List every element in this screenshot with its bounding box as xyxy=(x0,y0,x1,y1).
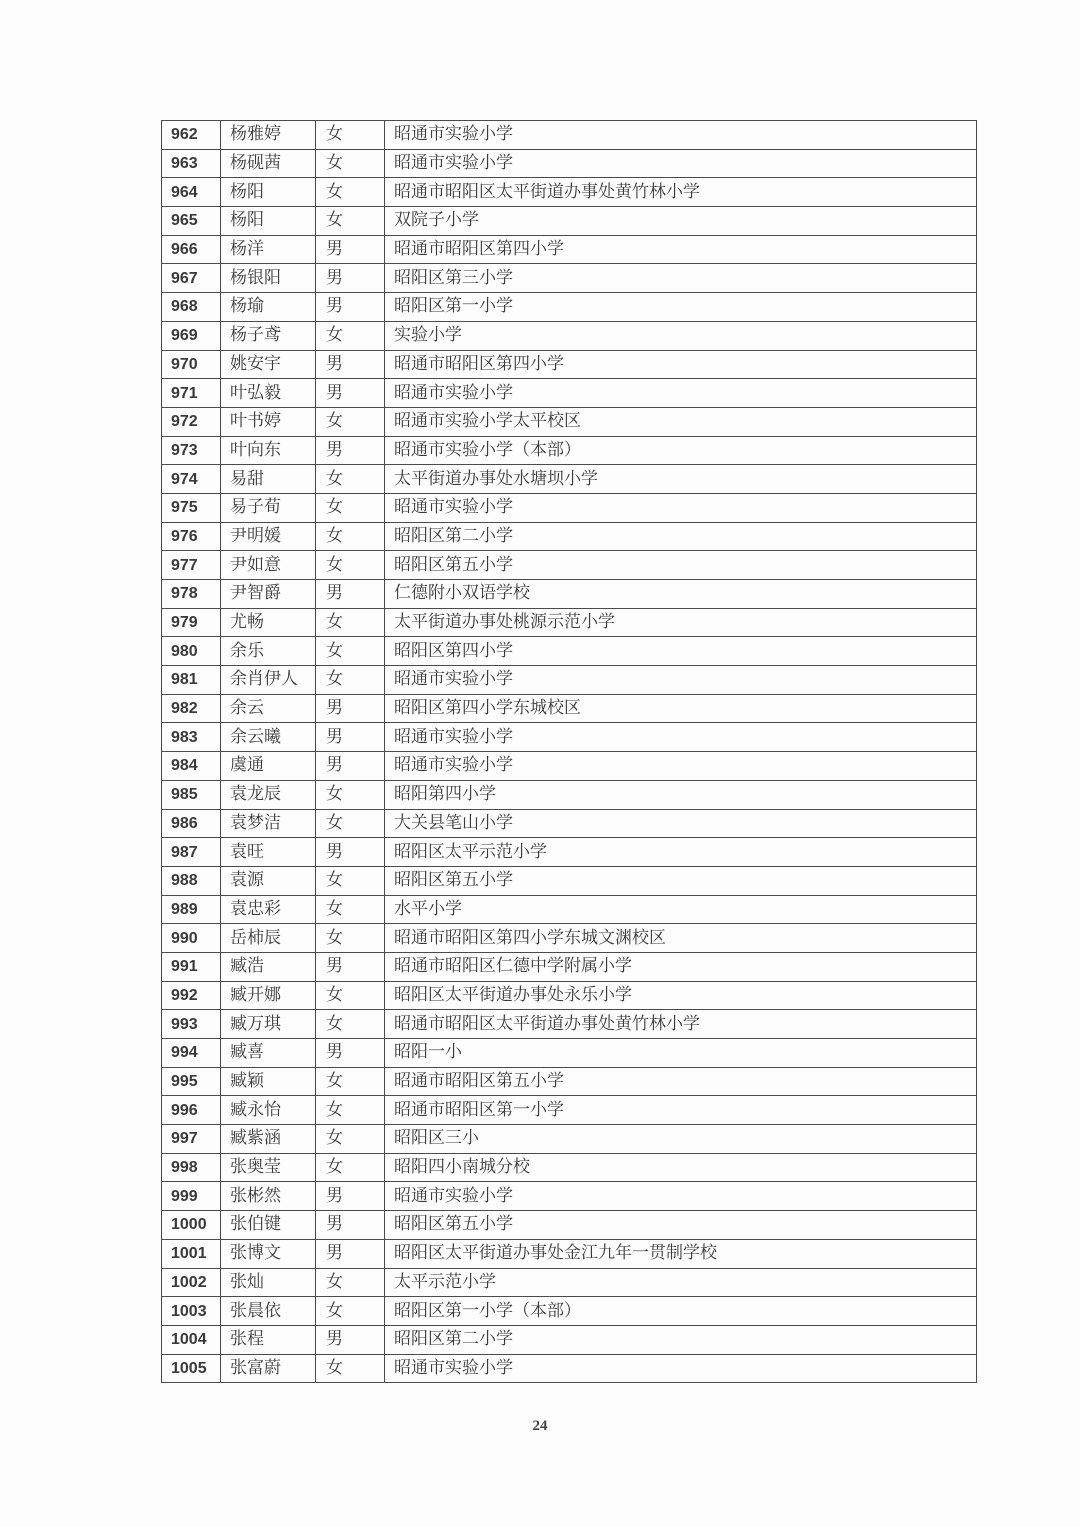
row-number-cell: 985 xyxy=(162,780,221,809)
school-cell: 实验小学 xyxy=(385,321,977,350)
row-number-cell: 982 xyxy=(162,694,221,723)
name-cell: 张伯键 xyxy=(221,1211,316,1240)
name-cell: 尹智爵 xyxy=(221,580,316,609)
gender-cell: 女 xyxy=(316,1067,385,1096)
table-row xyxy=(162,379,977,408)
row-number-cell: 962 xyxy=(162,121,221,150)
table-row xyxy=(162,694,977,723)
school-cell: 昭通市昭阳区第四小学 xyxy=(385,350,977,379)
school-cell: 仁德附小双语学校 xyxy=(385,580,977,609)
table-row xyxy=(162,1268,977,1297)
gender-cell: 男 xyxy=(316,350,385,379)
row-number-cell: 979 xyxy=(162,608,221,637)
school-cell: 昭阳一小 xyxy=(385,1039,977,1068)
school-cell: 昭阳区第二小学 xyxy=(385,1325,977,1354)
school-cell: 昭阳区太平街道办事处金江九年一贯制学校 xyxy=(385,1239,977,1268)
school-cell: 昭通市实验小学 xyxy=(385,1182,977,1211)
table-row xyxy=(162,723,977,752)
gender-cell: 女 xyxy=(316,121,385,150)
school-cell: 昭通市昭阳区太平街道办事处黄竹林小学 xyxy=(385,178,977,207)
table-row xyxy=(162,149,977,178)
table-row xyxy=(162,522,977,551)
school-cell: 太平示范小学 xyxy=(385,1268,977,1297)
table-row xyxy=(162,952,977,981)
name-cell: 姚安宇 xyxy=(221,350,316,379)
table-row xyxy=(162,1325,977,1354)
school-cell: 昭阳区太平示范小学 xyxy=(385,838,977,867)
row-number-cell: 968 xyxy=(162,293,221,322)
row-number-cell: 1002 xyxy=(162,1268,221,1297)
school-cell: 昭阳区第四小学 xyxy=(385,637,977,666)
name-cell: 易甜 xyxy=(221,465,316,494)
row-number-cell: 995 xyxy=(162,1067,221,1096)
name-cell: 臧喜 xyxy=(221,1039,316,1068)
table-row xyxy=(162,493,977,522)
row-number-cell: 964 xyxy=(162,178,221,207)
table-row xyxy=(162,350,977,379)
table-row xyxy=(162,207,977,236)
gender-cell: 女 xyxy=(316,149,385,178)
name-cell: 叶弘毅 xyxy=(221,379,316,408)
row-number-cell: 996 xyxy=(162,1096,221,1125)
table-row xyxy=(162,924,977,953)
name-cell: 臧开娜 xyxy=(221,981,316,1010)
row-number-cell: 983 xyxy=(162,723,221,752)
school-cell: 昭通市实验小学太平校区 xyxy=(385,407,977,436)
gender-cell: 男 xyxy=(316,293,385,322)
name-cell: 岳柿辰 xyxy=(221,924,316,953)
row-number-cell: 997 xyxy=(162,1125,221,1154)
row-number-cell: 980 xyxy=(162,637,221,666)
row-number-cell: 986 xyxy=(162,809,221,838)
school-cell: 昭阳区第五小学 xyxy=(385,551,977,580)
school-cell: 昭通市昭阳区仁德中学附属小学 xyxy=(385,952,977,981)
gender-cell: 男 xyxy=(316,436,385,465)
name-cell: 余云 xyxy=(221,694,316,723)
table-row xyxy=(162,838,977,867)
name-cell: 袁旺 xyxy=(221,838,316,867)
row-number-cell: 966 xyxy=(162,235,221,264)
table-row xyxy=(162,1297,977,1326)
school-cell: 昭通市实验小学 xyxy=(385,723,977,752)
gender-cell: 男 xyxy=(316,580,385,609)
name-cell: 叶向东 xyxy=(221,436,316,465)
name-cell: 臧颖 xyxy=(221,1067,316,1096)
name-cell: 张奥莹 xyxy=(221,1153,316,1182)
row-number-cell: 984 xyxy=(162,752,221,781)
gender-cell: 女 xyxy=(316,1096,385,1125)
school-cell: 昭通市实验小学 xyxy=(385,493,977,522)
gender-cell: 男 xyxy=(316,838,385,867)
gender-cell: 男 xyxy=(316,235,385,264)
row-number-cell: 988 xyxy=(162,866,221,895)
name-cell: 臧紫涵 xyxy=(221,1125,316,1154)
gender-cell: 女 xyxy=(316,493,385,522)
name-cell: 余云曦 xyxy=(221,723,316,752)
row-number-cell: 1005 xyxy=(162,1354,221,1383)
row-number-cell: 991 xyxy=(162,952,221,981)
gender-cell: 女 xyxy=(316,1153,385,1182)
school-cell: 昭通市实验小学 xyxy=(385,1354,977,1383)
gender-cell: 女 xyxy=(316,981,385,1010)
gender-cell: 男 xyxy=(316,264,385,293)
gender-cell: 男 xyxy=(316,1211,385,1240)
gender-cell: 女 xyxy=(316,407,385,436)
school-cell: 昭阳区第三小学 xyxy=(385,264,977,293)
name-cell: 张晨依 xyxy=(221,1297,316,1326)
name-cell: 臧浩 xyxy=(221,952,316,981)
name-cell: 袁源 xyxy=(221,866,316,895)
school-cell: 太平街道办事处水塘坝小学 xyxy=(385,465,977,494)
school-cell: 昭阳四小南城分校 xyxy=(385,1153,977,1182)
name-cell: 张灿 xyxy=(221,1268,316,1297)
name-cell: 张富蔚 xyxy=(221,1354,316,1383)
gender-cell: 女 xyxy=(316,809,385,838)
school-cell: 大关县笔山小学 xyxy=(385,809,977,838)
table-row xyxy=(162,1067,977,1096)
table-row xyxy=(162,895,977,924)
row-number-cell: 989 xyxy=(162,895,221,924)
table-row xyxy=(162,780,977,809)
gender-cell: 男 xyxy=(316,1039,385,1068)
table-row xyxy=(162,752,977,781)
table-row xyxy=(162,1096,977,1125)
row-number-cell: 977 xyxy=(162,551,221,580)
school-cell: 昭阳区三小 xyxy=(385,1125,977,1154)
name-cell: 叶书婷 xyxy=(221,407,316,436)
row-number-cell: 1004 xyxy=(162,1325,221,1354)
name-cell: 尤畅 xyxy=(221,608,316,637)
gender-cell: 女 xyxy=(316,1268,385,1297)
gender-cell: 男 xyxy=(316,694,385,723)
gender-cell: 男 xyxy=(316,379,385,408)
gender-cell: 女 xyxy=(316,666,385,695)
school-cell: 昭通市实验小学（本部） xyxy=(385,436,977,465)
roster-table-container xyxy=(161,120,976,1383)
gender-cell: 女 xyxy=(316,1125,385,1154)
row-number-cell: 1000 xyxy=(162,1211,221,1240)
row-number-cell: 971 xyxy=(162,379,221,408)
name-cell: 余肖伊人 xyxy=(221,666,316,695)
gender-cell: 女 xyxy=(316,924,385,953)
table-row xyxy=(162,178,977,207)
row-number-cell: 963 xyxy=(162,149,221,178)
roster-table xyxy=(161,120,977,1383)
gender-cell: 女 xyxy=(316,551,385,580)
school-cell: 昭阳区第五小学 xyxy=(385,1211,977,1240)
name-cell: 张博文 xyxy=(221,1239,316,1268)
table-row xyxy=(162,235,977,264)
gender-cell: 女 xyxy=(316,866,385,895)
school-cell: 昭通市昭阳区第五小学 xyxy=(385,1067,977,1096)
page-number: 24 xyxy=(532,1418,548,1434)
name-cell: 臧永怡 xyxy=(221,1096,316,1125)
name-cell: 袁忠彩 xyxy=(221,895,316,924)
gender-cell: 男 xyxy=(316,723,385,752)
gender-cell: 女 xyxy=(316,608,385,637)
row-number-cell: 973 xyxy=(162,436,221,465)
school-cell: 昭通市实验小学 xyxy=(385,149,977,178)
row-number-cell: 976 xyxy=(162,522,221,551)
table-row xyxy=(162,1039,977,1068)
table-row xyxy=(162,293,977,322)
name-cell: 杨洋 xyxy=(221,235,316,264)
name-cell: 张程 xyxy=(221,1325,316,1354)
name-cell: 虞通 xyxy=(221,752,316,781)
school-cell: 昭通市实验小学 xyxy=(385,379,977,408)
name-cell: 杨瑜 xyxy=(221,293,316,322)
table-row xyxy=(162,551,977,580)
name-cell: 杨银阳 xyxy=(221,264,316,293)
school-cell: 昭通市昭阳区第四小学 xyxy=(385,235,977,264)
name-cell: 杨子鸢 xyxy=(221,321,316,350)
row-number-cell: 975 xyxy=(162,493,221,522)
table-row xyxy=(162,666,977,695)
school-cell: 昭阳区太平街道办事处永乐小学 xyxy=(385,981,977,1010)
gender-cell: 女 xyxy=(316,465,385,494)
table-row xyxy=(162,866,977,895)
gender-cell: 女 xyxy=(316,178,385,207)
gender-cell: 女 xyxy=(316,1354,385,1383)
name-cell: 杨阳 xyxy=(221,178,316,207)
school-cell: 昭阳第四小学 xyxy=(385,780,977,809)
row-number-cell: 992 xyxy=(162,981,221,1010)
gender-cell: 女 xyxy=(316,1010,385,1039)
school-cell: 太平街道办事处桃源示范小学 xyxy=(385,608,977,637)
name-cell: 余乐 xyxy=(221,637,316,666)
table-row xyxy=(162,1211,977,1240)
gender-cell: 女 xyxy=(316,207,385,236)
row-number-cell: 967 xyxy=(162,264,221,293)
school-cell: 昭阳区第一小学 xyxy=(385,293,977,322)
name-cell: 易子荀 xyxy=(221,493,316,522)
row-number-cell: 994 xyxy=(162,1039,221,1068)
name-cell: 杨雅婷 xyxy=(221,121,316,150)
gender-cell: 男 xyxy=(316,952,385,981)
name-cell: 杨阳 xyxy=(221,207,316,236)
school-cell: 昭通市实验小学 xyxy=(385,752,977,781)
table-row xyxy=(162,465,977,494)
row-number-cell: 970 xyxy=(162,350,221,379)
school-cell: 水平小学 xyxy=(385,895,977,924)
table-row xyxy=(162,981,977,1010)
name-cell: 袁梦洁 xyxy=(221,809,316,838)
gender-cell: 男 xyxy=(316,752,385,781)
school-cell: 昭通市实验小学 xyxy=(385,121,977,150)
row-number-cell: 990 xyxy=(162,924,221,953)
gender-cell: 女 xyxy=(316,321,385,350)
row-number-cell: 969 xyxy=(162,321,221,350)
table-row xyxy=(162,1354,977,1383)
row-number-cell: 981 xyxy=(162,666,221,695)
table-row xyxy=(162,608,977,637)
name-cell: 张彬然 xyxy=(221,1182,316,1211)
table-row xyxy=(162,321,977,350)
table-row xyxy=(162,637,977,666)
name-cell: 臧万琪 xyxy=(221,1010,316,1039)
table-row xyxy=(162,809,977,838)
name-cell: 杨砚茜 xyxy=(221,149,316,178)
gender-cell: 女 xyxy=(316,637,385,666)
school-cell: 昭阳区第四小学东城校区 xyxy=(385,694,977,723)
row-number-cell: 1003 xyxy=(162,1297,221,1326)
school-cell: 昭通市昭阳区太平街道办事处黄竹林小学 xyxy=(385,1010,977,1039)
school-cell: 昭通市实验小学 xyxy=(385,666,977,695)
row-number-cell: 978 xyxy=(162,580,221,609)
gender-cell: 女 xyxy=(316,522,385,551)
table-row xyxy=(162,121,977,150)
gender-cell: 女 xyxy=(316,895,385,924)
row-number-cell: 965 xyxy=(162,207,221,236)
row-number-cell: 999 xyxy=(162,1182,221,1211)
table-row xyxy=(162,580,977,609)
roster-table-body xyxy=(162,121,977,1383)
table-row xyxy=(162,407,977,436)
table-row xyxy=(162,1182,977,1211)
table-row xyxy=(162,436,977,465)
table-row xyxy=(162,1125,977,1154)
table-row xyxy=(162,264,977,293)
gender-cell: 男 xyxy=(316,1182,385,1211)
name-cell: 袁龙辰 xyxy=(221,780,316,809)
gender-cell: 女 xyxy=(316,1297,385,1326)
row-number-cell: 1001 xyxy=(162,1239,221,1268)
row-number-cell: 972 xyxy=(162,407,221,436)
school-cell: 昭阳区第五小学 xyxy=(385,866,977,895)
name-cell: 尹如意 xyxy=(221,551,316,580)
school-cell: 昭通市昭阳区第一小学 xyxy=(385,1096,977,1125)
table-row xyxy=(162,1239,977,1268)
row-number-cell: 974 xyxy=(162,465,221,494)
row-number-cell: 987 xyxy=(162,838,221,867)
table-row xyxy=(162,1153,977,1182)
table-row xyxy=(162,1010,977,1039)
row-number-cell: 998 xyxy=(162,1153,221,1182)
school-cell: 双院子小学 xyxy=(385,207,977,236)
school-cell: 昭阳区第二小学 xyxy=(385,522,977,551)
school-cell: 昭通市昭阳区第四小学东城文渊校区 xyxy=(385,924,977,953)
gender-cell: 男 xyxy=(316,1325,385,1354)
gender-cell: 女 xyxy=(316,780,385,809)
name-cell: 尹明媛 xyxy=(221,522,316,551)
school-cell: 昭阳区第一小学（本部） xyxy=(385,1297,977,1326)
gender-cell: 男 xyxy=(316,1239,385,1268)
row-number-cell: 993 xyxy=(162,1010,221,1039)
